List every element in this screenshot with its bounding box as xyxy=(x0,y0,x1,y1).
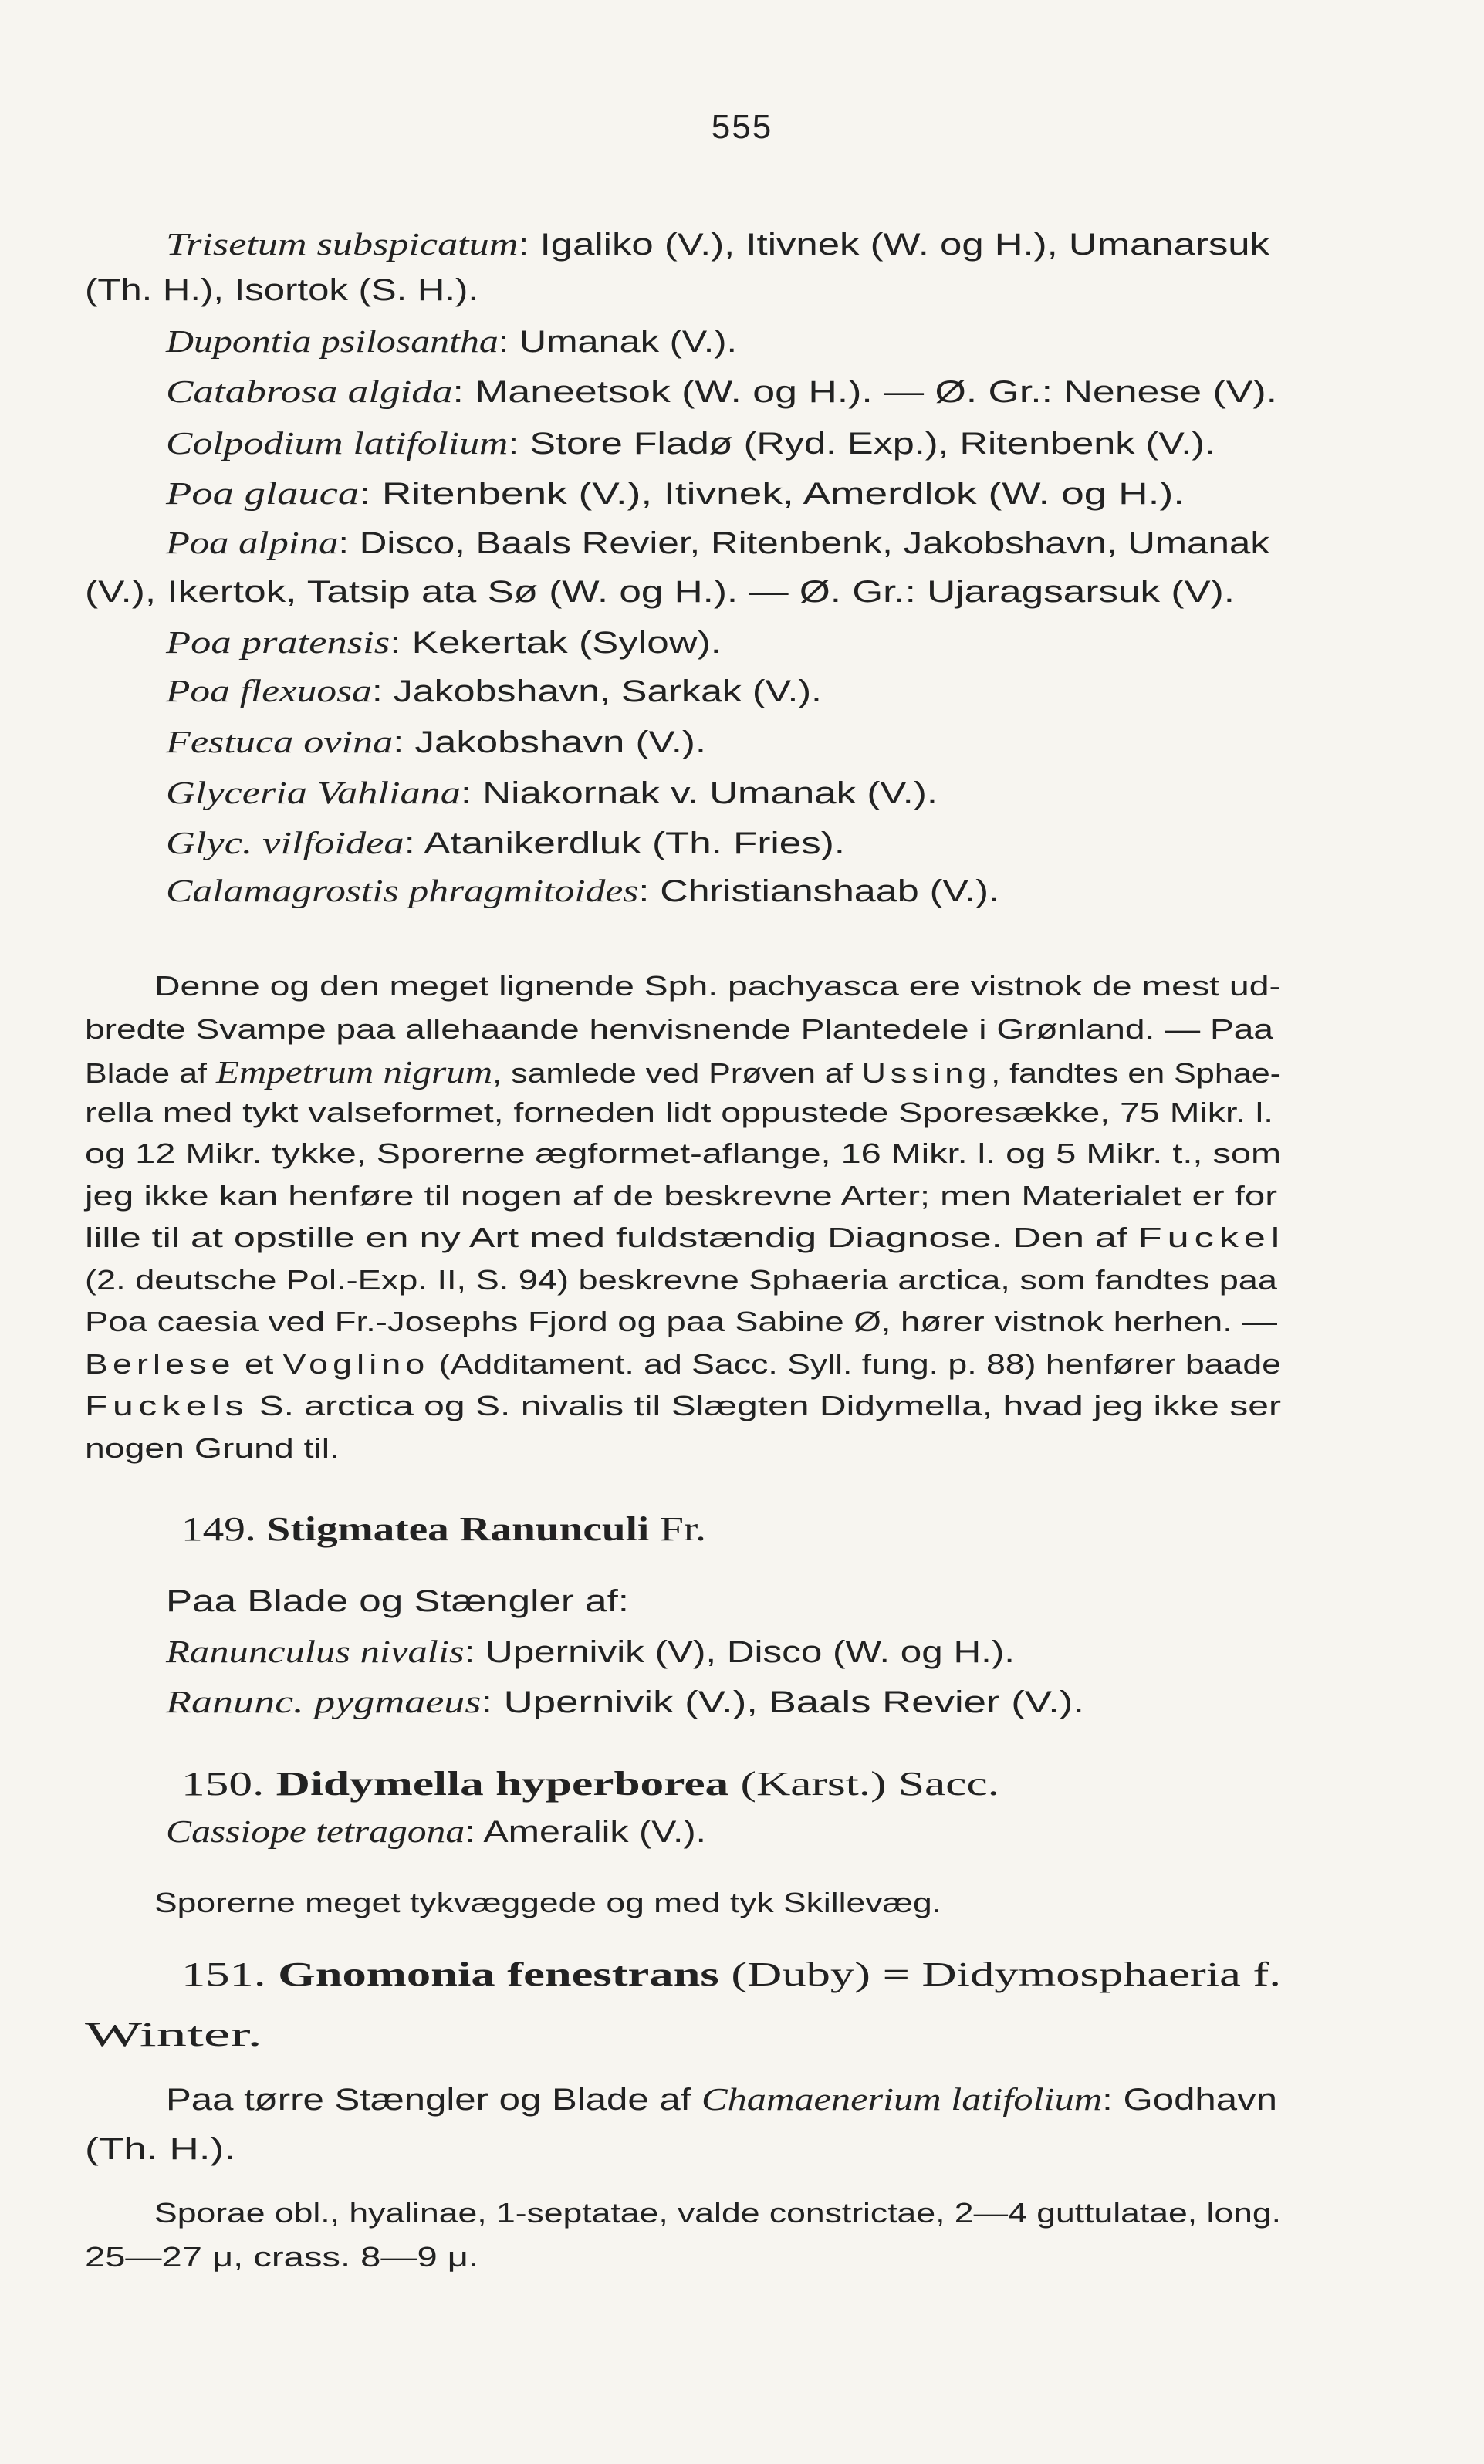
text-run: : Disco, Baals Revier, Ritenbenk, Jakobshavn, Umanak xyxy=(338,526,1269,560)
species-name: Poa pratensis xyxy=(166,624,390,660)
text-line xyxy=(85,1224,1285,1252)
species-name: Calamagrostis phragmitoides xyxy=(166,873,639,908)
page-number: 555 xyxy=(711,108,773,146)
text-run: (Additament. ad Sacc. Syll. fung. p. 88) henfører baade xyxy=(429,1348,1281,1380)
text-line xyxy=(85,1392,1281,1420)
text-line xyxy=(154,1889,941,1917)
text-run: 150. xyxy=(181,1765,276,1803)
text-line xyxy=(85,1432,340,1464)
text-run: : Upernivik (V), Disco (W. og H.). xyxy=(464,1635,1015,1669)
text-line xyxy=(166,1686,1084,1718)
species-name: Chamaenerium latifolium xyxy=(701,2081,1103,2117)
text-line xyxy=(166,827,845,859)
species-name: Glyceria Vahliana xyxy=(166,775,461,810)
text-line xyxy=(166,675,822,707)
species-name: Empetrum nigrum xyxy=(215,1054,493,1090)
text-line xyxy=(166,475,1185,511)
species-name: Cassiope tetragona xyxy=(166,1813,465,1849)
text-run: Sporerne meget tykvæggede og med tyk Skillevæg. xyxy=(154,1887,941,1918)
author-name: Ussing xyxy=(861,1057,992,1089)
text-line xyxy=(166,1813,706,1849)
species-name: Ranunc. pygmaeus xyxy=(166,1684,482,1719)
text-line xyxy=(166,2081,1277,2117)
text-line xyxy=(154,2199,1281,2227)
text-run: : Maneetsok (W. og H.). — Ø. Gr.: Nenese (V). xyxy=(452,375,1277,409)
text-line xyxy=(85,1266,1277,1294)
text-run: nogen Grund til. xyxy=(85,1432,340,1464)
species-name: Poa glauca xyxy=(166,475,360,511)
text-run: (Karst.) Sacc. xyxy=(728,1765,999,1803)
text-run: : Christianshaab (V.). xyxy=(638,874,999,908)
text-line xyxy=(85,1350,1281,1378)
species-name: Glyc. vilfoidea xyxy=(166,825,404,860)
section-heading xyxy=(181,1955,1281,1993)
species-name: Poa alpina xyxy=(166,525,339,560)
text-run: Poa caesia ved Fr.-Josephs Fjord og paa Sabine Ø, hører vistnok herhen. — xyxy=(85,1306,1277,1337)
species-name: Festuca ovina xyxy=(166,724,394,759)
text-line xyxy=(166,1636,1015,1668)
text-run: : Kekertak (Sylow). xyxy=(390,626,722,660)
text-line xyxy=(166,323,738,359)
text-run: og 12 Mikr. tykke, Sporerne ægformet-aflange, 16 Mikr. l. og 5 Mikr. t., som xyxy=(85,1137,1282,1169)
text-run: (Th. H.). xyxy=(85,2132,235,2166)
text-run: 25—27 μ, crass. 8—9 μ. xyxy=(85,2241,478,2273)
text-run: : Jakobshavn, Sarkak (V.). xyxy=(371,674,822,708)
text-run: (2. deutsche Pol.-Exp. II, S. 94) beskrevne Sphaeria arctica, som fandtes paa xyxy=(85,1264,1277,1296)
text-run: : Umanak (V.). xyxy=(498,325,738,359)
text-run: Winter. xyxy=(85,2016,262,2053)
text-line xyxy=(154,972,1281,1000)
text-line xyxy=(166,425,1215,461)
text-run: Blade af xyxy=(85,1057,216,1089)
author-name: Fuckel xyxy=(1138,1222,1285,1253)
text-run: : Ritenbenk (V.), Itivnek, Amerdlok (W. og H.). xyxy=(359,477,1185,511)
text-line xyxy=(166,777,938,809)
species-name: Dupontia psilosantha xyxy=(166,323,499,359)
text-line xyxy=(85,2134,235,2165)
text-line xyxy=(166,527,1269,559)
text-line xyxy=(166,373,1277,409)
text-line xyxy=(85,1308,1277,1336)
author-name: Berlese xyxy=(85,1348,235,1380)
text-line xyxy=(166,1586,629,1617)
text-line xyxy=(85,576,1235,607)
text-run: : Godhavn xyxy=(1102,2083,1277,2117)
text-line xyxy=(85,1013,1273,1045)
text-run: : Ameralik (V.). xyxy=(465,1815,706,1849)
section-heading xyxy=(181,1767,999,1801)
text-run: : Jakobshavn (V.). xyxy=(393,725,706,759)
species-name: Catabrosa algida xyxy=(166,373,453,409)
text-run: jeg ikke kan henføre til nogen af de beskrevne Arter; men Materialet er for xyxy=(85,1180,1277,1212)
text-run: rella med tykt valseformet, forneden lidt oppustede Sporesække, 75 Mikr. l. xyxy=(85,1097,1273,1128)
text-line xyxy=(166,875,999,907)
species-name: Colpodium latifolium xyxy=(166,425,509,461)
text-run: Fr. xyxy=(649,1510,706,1548)
text-run: 149. xyxy=(181,1510,267,1548)
text-line xyxy=(85,2243,478,2271)
text-run: 151. xyxy=(181,1955,279,1993)
text-run: (Duby) = Didymosphaeria f. xyxy=(718,1955,1281,1993)
text-run: bredte Svampe paa allehaande henvisnende Plantedele i Grønland. — Paa xyxy=(85,1013,1273,1045)
text-run: Paa Blade og Stængler af: xyxy=(166,1584,629,1618)
text-run: lille til at opstille en ny Art med fuldstændig Diagnose. Den af xyxy=(85,1222,1138,1253)
text-run: : Niakornak v. Umanak (V.). xyxy=(460,776,938,810)
text-run: , samlede ved Prøven af xyxy=(492,1057,862,1089)
text-run: et xyxy=(235,1348,283,1380)
text-line xyxy=(85,1182,1277,1210)
text-line xyxy=(85,275,478,306)
species-name: Poa flexuosa xyxy=(166,673,372,708)
text-run: (Th. H.), Isortok (S. H.). xyxy=(85,273,478,307)
species-name: Ranunculus nivalis xyxy=(166,1634,465,1669)
species-name: Trisetum subspicatum xyxy=(166,226,519,262)
author-name: Voglino xyxy=(282,1348,430,1380)
text-run: : Store Fladø (Ryd. Exp.), Ritenbenk (V.). xyxy=(508,427,1215,461)
text-run: (V.), Ikertok, Tatsip ata Sø (W. og H.). — Ø. Gr.: Ujaragsarsuk (V). xyxy=(85,575,1235,609)
text-run: : Atanikerdluk (Th. Fries). xyxy=(404,826,845,860)
text-line xyxy=(85,1056,1281,1088)
text-line xyxy=(85,1099,1273,1127)
text-line xyxy=(166,228,1269,260)
text-run: Paa tørre Stængler og Blade af xyxy=(166,2083,701,2117)
taxon-name: Stigmatea Ranunculi xyxy=(266,1510,650,1548)
author-name: Fuckels xyxy=(85,1390,249,1421)
taxon-name: Didymella hyperborea xyxy=(276,1765,729,1803)
text-run: : Upernivik (V.), Baals Revier (V.). xyxy=(481,1685,1084,1719)
text-line xyxy=(85,1137,1282,1169)
taxon-name: Gnomonia fenestrans xyxy=(278,1955,719,1993)
text-line xyxy=(166,726,706,758)
section-heading xyxy=(85,2018,262,2052)
text-line xyxy=(166,624,722,660)
text-run: : Igaliko (V.), Itivnek (W. og H.), Umanarsuk xyxy=(518,228,1269,262)
text-run: Denne og den meget lignende Sph. pachyasca ere vistnok de mest ud- xyxy=(154,970,1281,1002)
text-run: Sporae obl., hyalinae, 1-septatae, valde constrictae, 2—4 guttulatae, long. xyxy=(154,2197,1281,2229)
text-run: , fandtes en Sphae- xyxy=(991,1057,1281,1089)
text-run: S. arctica og S. nivalis til Slægten Didymella, hvad jeg ikke ser xyxy=(248,1390,1281,1421)
section-heading xyxy=(181,1510,706,1548)
